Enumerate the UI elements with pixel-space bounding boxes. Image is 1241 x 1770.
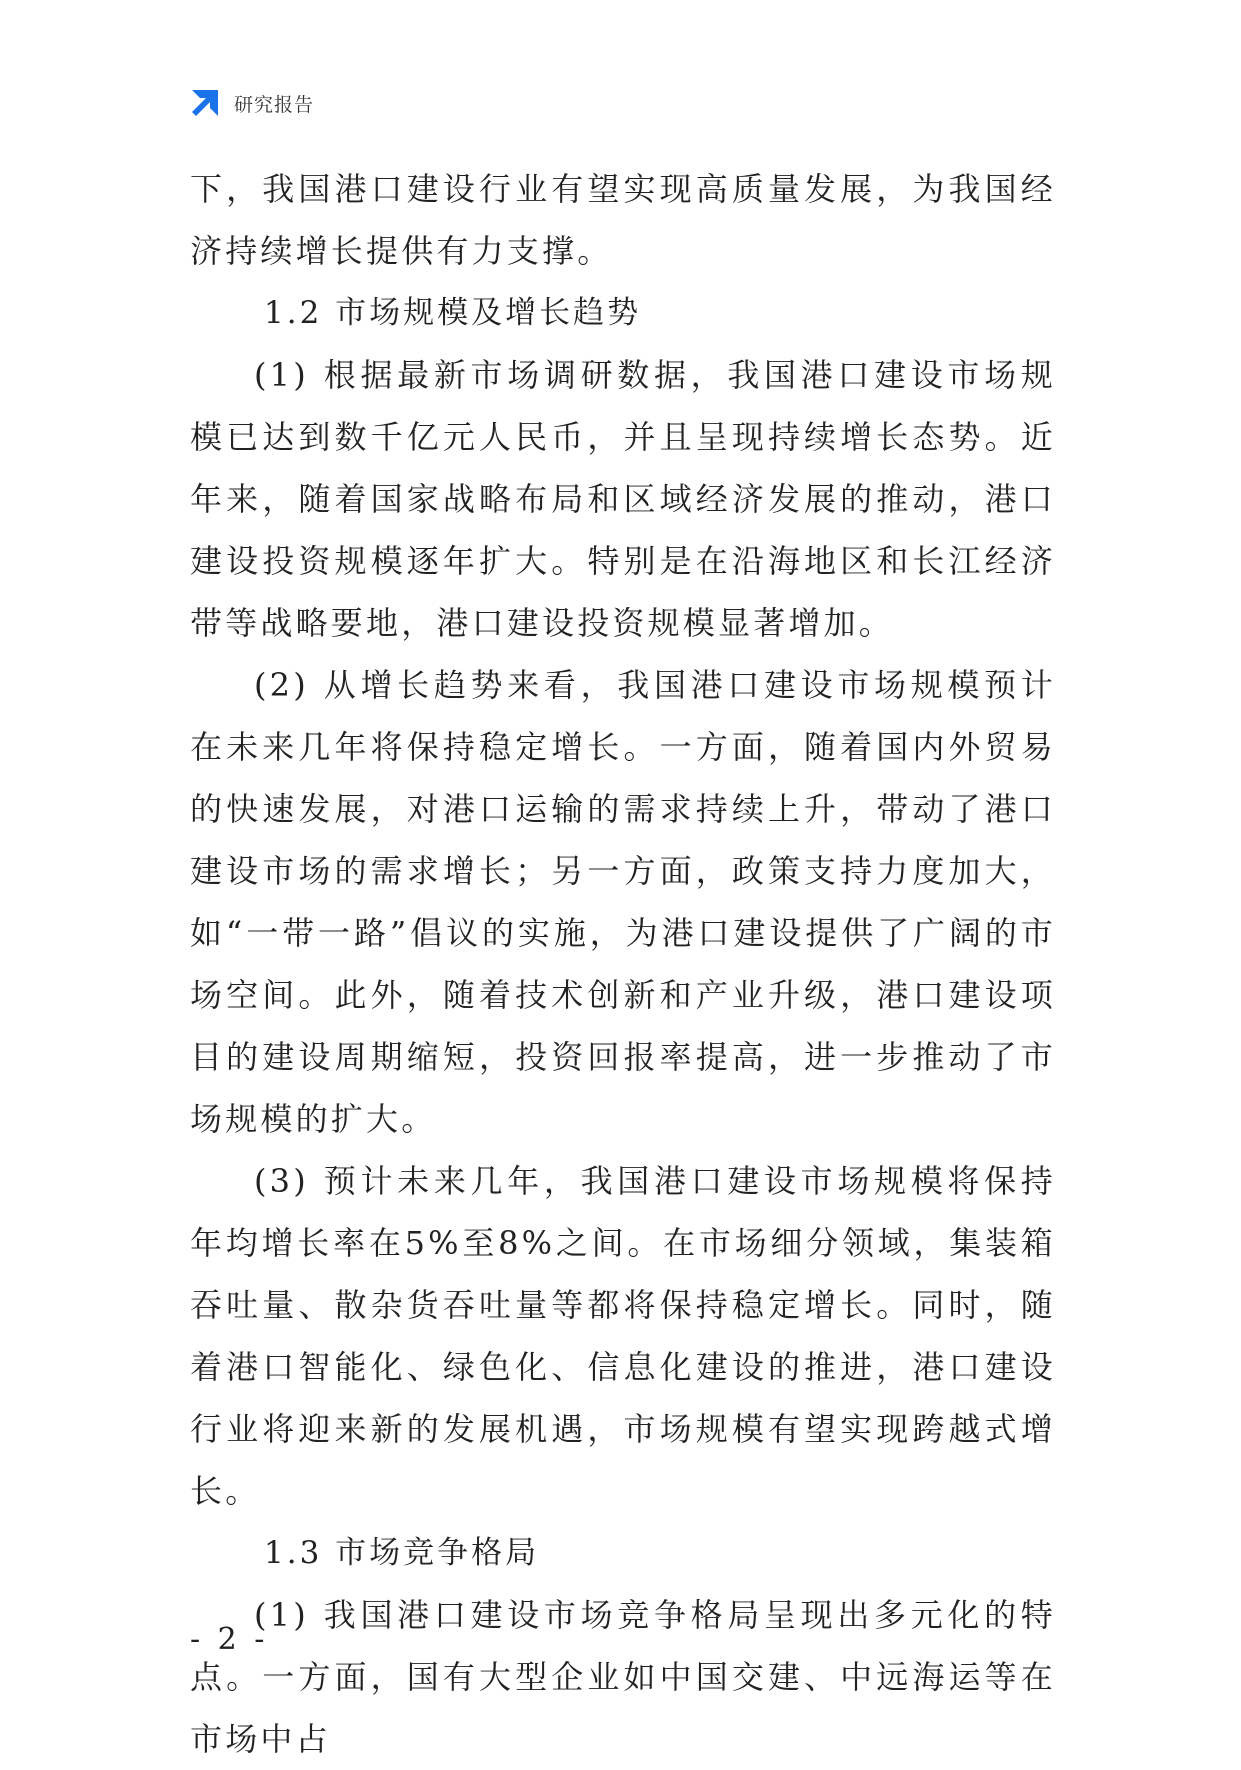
section-heading-1-2: 1.2 市场规模及增长趋势	[264, 295, 642, 331]
page-number: - 2 -	[190, 1622, 269, 1657]
paragraph-1: (1) 根据最新市场调研数据，我国港口建设市场规模已达到数千亿元人民币，并且呈现持续增长态势。近年来，随着国家战略布局和区域经济发展的推动，港口建设投资规模逐年扩大。特别是在沿海地区和长江经济带等战略要地，港口建设投资规模显著增加。	[190, 356, 1056, 642]
paragraph-continued: 下，我国港口建设行业有望实现高质量发展，为我国经济持续增长提供有力支撑。	[190, 170, 1056, 270]
section-heading-1-3: 1.3 市场竞争格局	[264, 1535, 540, 1571]
paragraph-2: (2) 从增长趋势来看，我国港口建设市场规模预计在未来几年将保持稳定增长。一方面，随着国内外贸易的快速发展，对港口运输的需求持续上升，带动了港口建设市场的需求增长；另一方面，政策支持力度加大，如“一带一路”倡议的实施，为港口建设提供了广阔的市场空间。此外，随着技术创新和产业升级，港口建设项目的建设周期缩短，投资回报率提高，进一步推动了市场规模的扩大。	[190, 666, 1056, 1138]
document-body	[190, 158, 1056, 1770]
paragraph-3: (3) 预计未来几年，我国港口建设市场规模将保持年均增长率在5%至8%之间。在市场细分领域，集装箱吞吐量、散杂货吞吐量等都将保持稳定增长。同时，随着港口智能化、绿色化、信息化建设的推进，港口建设行业将迎来新的发展机遇，市场规模有望实现跨越式增长。	[190, 1162, 1056, 1510]
header-title: 研究报告	[234, 93, 315, 116]
paragraph-4: (1) 我国港口建设市场竞争格局呈现出多元化的特点。一方面，国有大型企业如中国交建、中远海运等在市场中占	[190, 1596, 1056, 1758]
arrow-up-right-logo-icon	[188, 86, 222, 120]
page-header	[188, 86, 314, 120]
